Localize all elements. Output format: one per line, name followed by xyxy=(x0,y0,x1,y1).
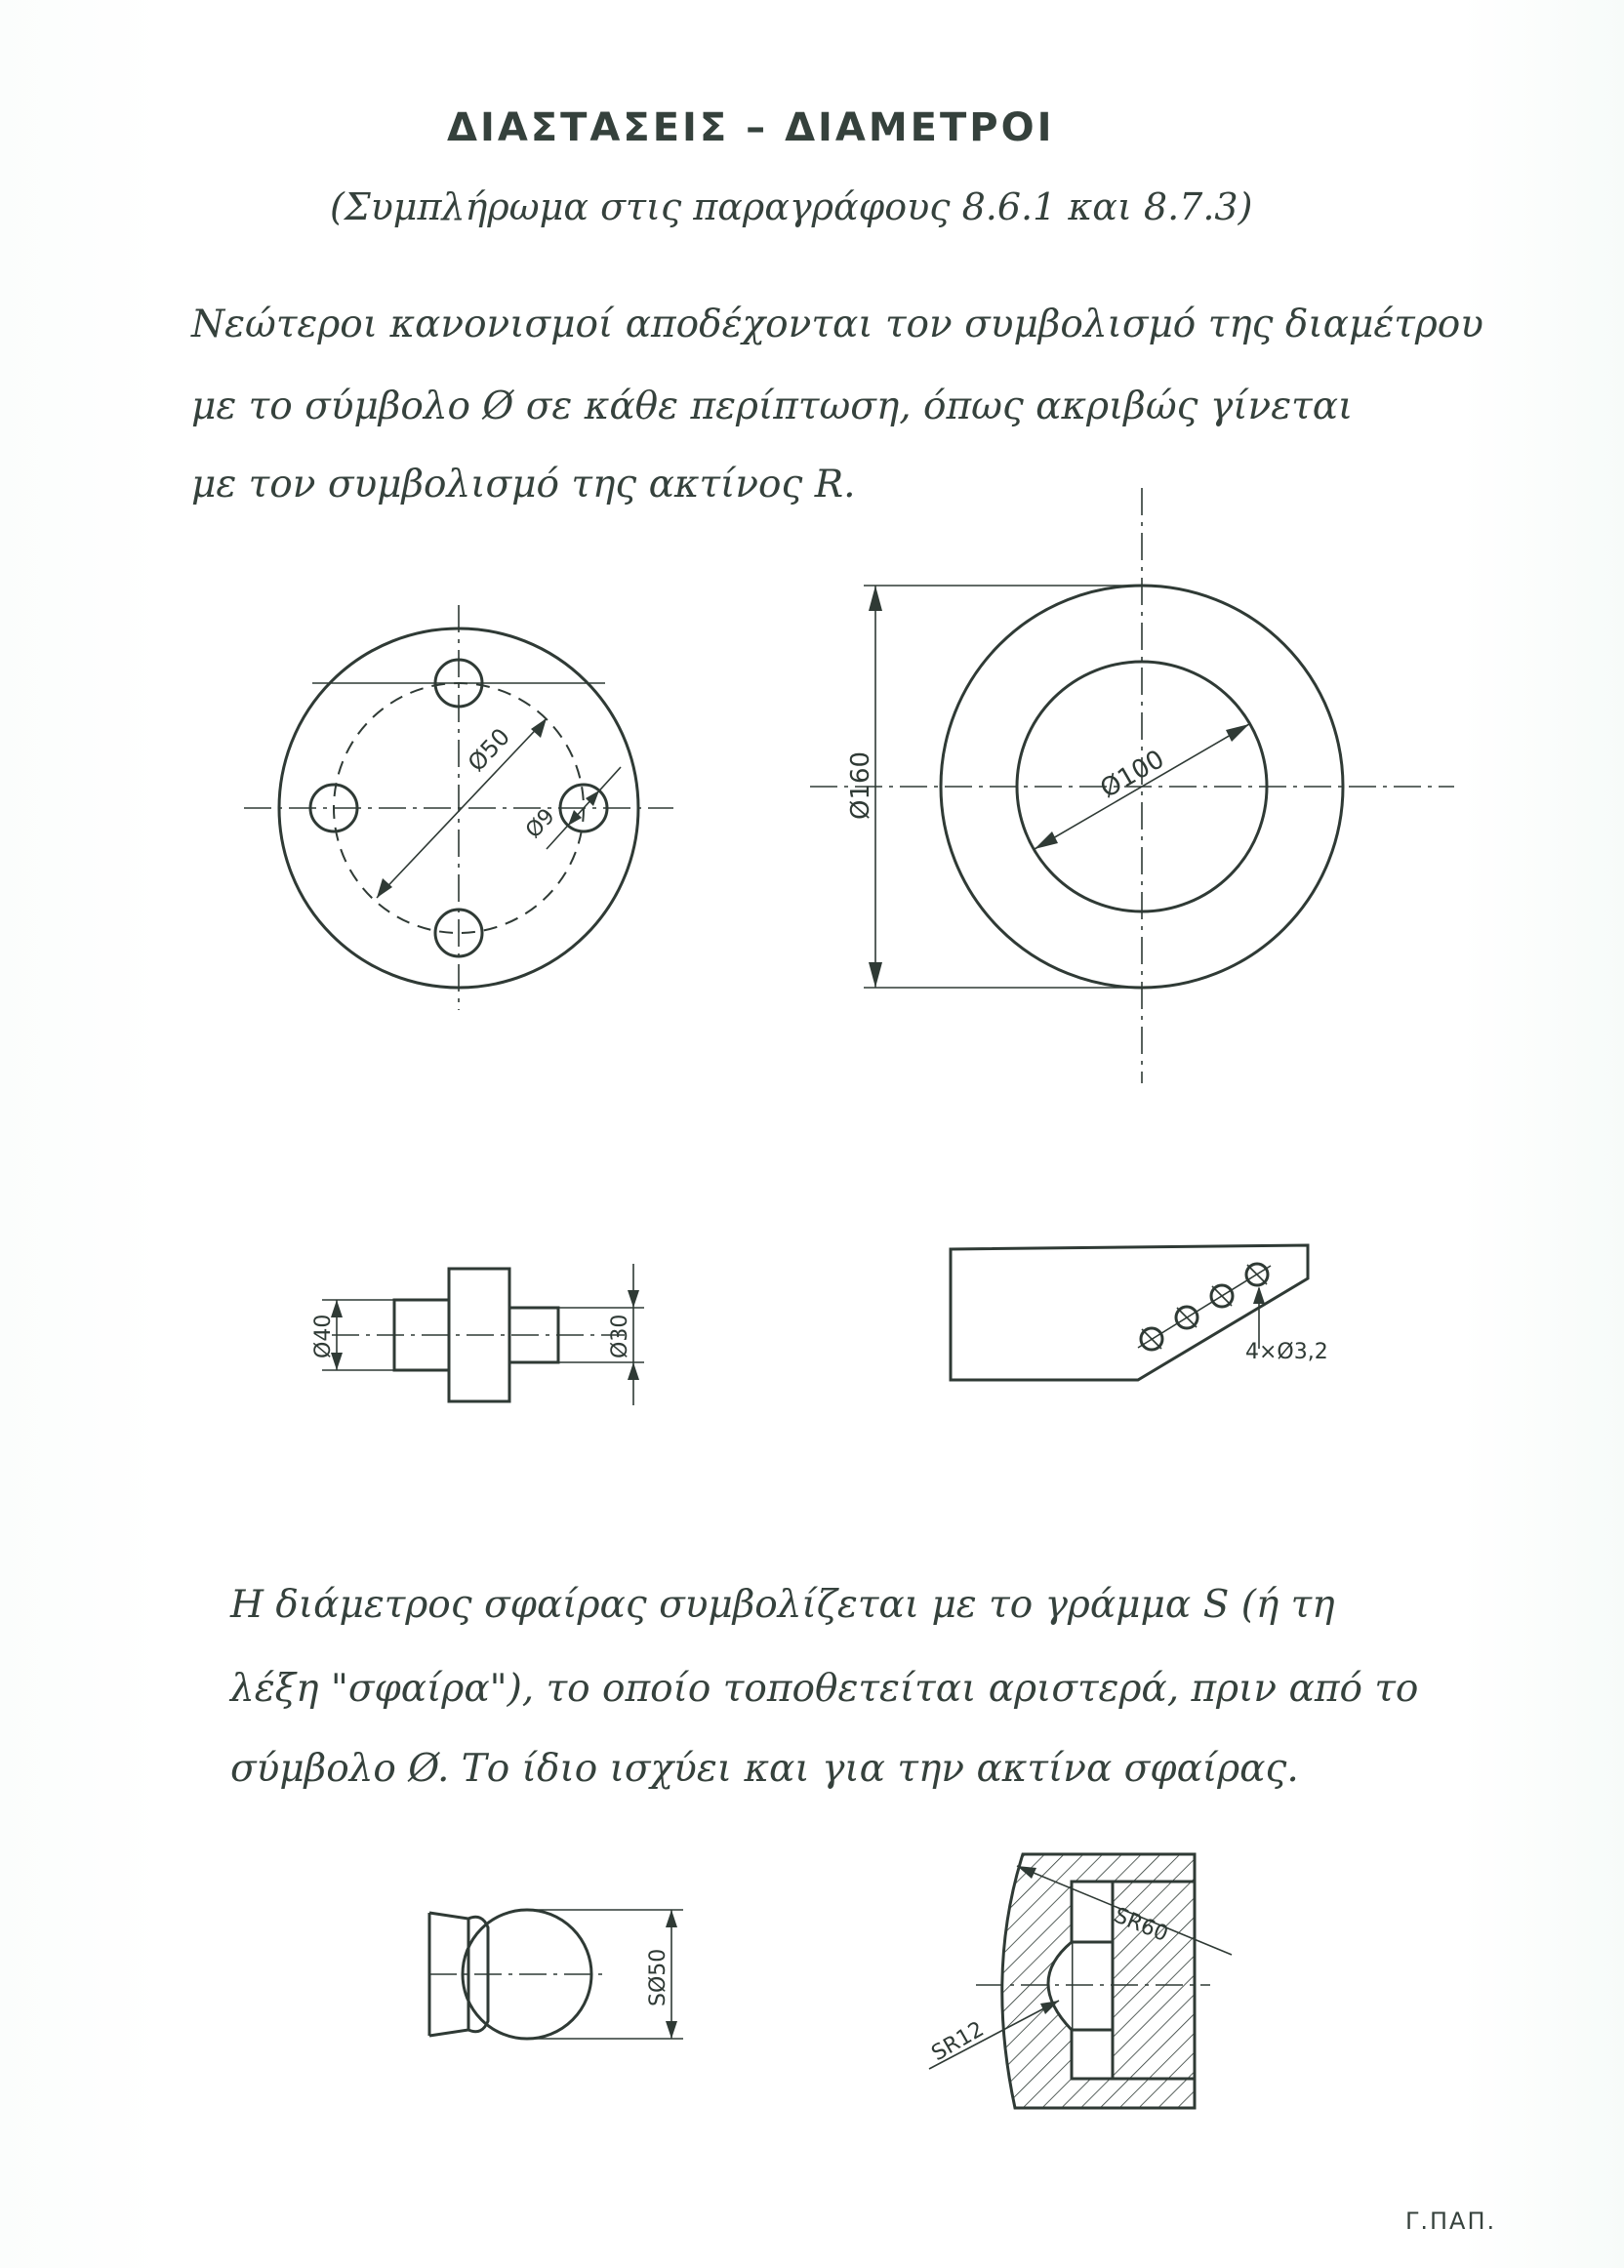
arrowhead xyxy=(869,962,882,988)
arrowhead xyxy=(1226,724,1249,742)
paragraph-2-line-2: λέξη "σφαίρα"), το οποίο τοποθετείται αριστερά, πριν από το xyxy=(230,1667,1419,1711)
bolt-circle-label: Ø50 xyxy=(462,722,516,778)
arrowhead xyxy=(869,586,882,611)
arrowhead xyxy=(531,718,547,738)
plate-figure xyxy=(951,1245,1328,1380)
page-title: ΔΙΑΣΤΑΣΕΙΣ – ΔΙΑΜΕΤΡΟΙ xyxy=(447,105,1055,150)
ring-figure xyxy=(810,488,1454,1083)
right-diameter-label: Ø30 xyxy=(608,1314,632,1358)
arrowhead xyxy=(1253,1286,1265,1304)
arrowhead xyxy=(628,1290,639,1308)
flange-figure xyxy=(244,605,673,1010)
inner-diameter-label: Ø100 xyxy=(1095,745,1170,805)
paragraph-2-line-1: Η διάμετρος σφαίρας συμβολίζεται με το γράμμα S (ή τη xyxy=(230,1583,1335,1627)
paragraph-1-line-3: με τον συμβολισμό της ακτίνος R. xyxy=(191,463,856,506)
paragraph-1-line-1: Νεώτεροι κανονισμοί αποδέχονται τον συμβολισμό της διαμέτρου xyxy=(191,303,1483,346)
arrowhead xyxy=(628,1362,639,1380)
ball-diameter-label: SØ50 xyxy=(646,1948,670,2006)
shaft-figure xyxy=(311,1264,644,1405)
sr12-label: SR12 xyxy=(927,2016,989,2067)
left-diameter-label: Ø40 xyxy=(311,1314,336,1358)
socket-figure xyxy=(928,1854,1233,2108)
paragraph-2-line-3: σύμβολο Ø. Το ίδιο ισχύει και για την ακτίνα σφαίρας. xyxy=(230,1747,1299,1791)
plate-holes xyxy=(1138,1264,1271,1350)
arrowhead xyxy=(666,1910,677,1927)
arrowhead xyxy=(666,2021,677,2039)
page-subtitle: (Συμπλήρωμα στις παραγράφους 8.6.1 και 8.7.3) xyxy=(330,185,1253,228)
ball-figure xyxy=(429,1910,683,2039)
hole-axis xyxy=(1138,1266,1271,1348)
paragraph-1-line-2: με το σύμβολο Ø σε κάθε περίπτωση, όπως ακριβώς γίνεται xyxy=(191,385,1354,428)
arrowhead xyxy=(377,878,392,898)
outer-diameter-label: Ø160 xyxy=(846,750,875,820)
holes-label: 4×Ø3,2 xyxy=(1245,1340,1328,1364)
sr60-label: SR60 xyxy=(1110,1903,1172,1948)
signature: Γ.ΠΑΠ. xyxy=(1405,2207,1497,2235)
arrowhead xyxy=(1035,831,1058,849)
hole-label: Ø9 xyxy=(521,804,560,844)
